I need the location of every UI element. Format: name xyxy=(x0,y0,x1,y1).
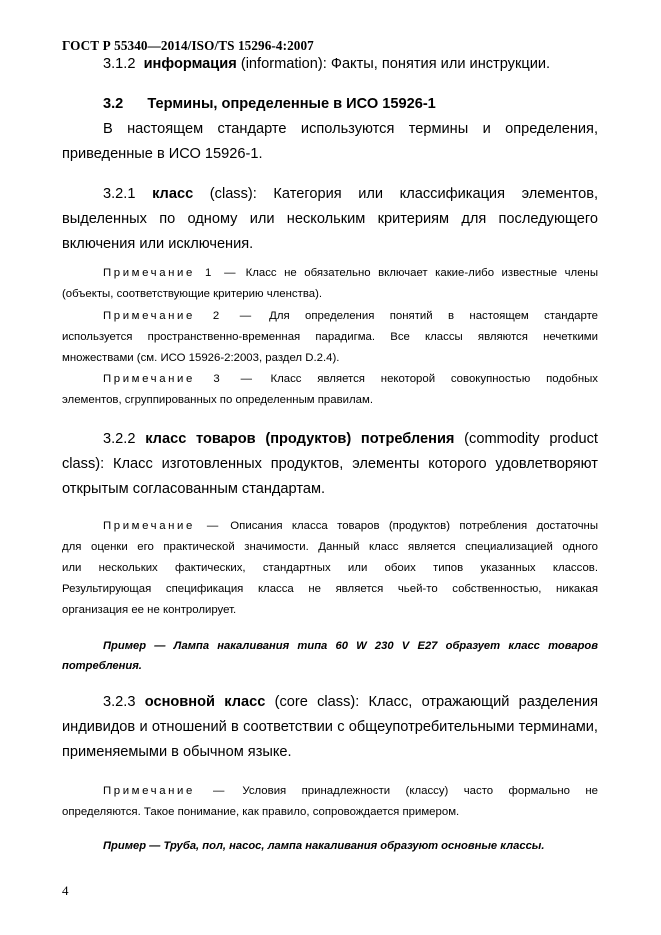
definition: (class): Категория или классификация элементов, xyxy=(209,186,598,202)
section-number: 3.2.3 xyxy=(103,694,136,710)
section-title: Термины, определенные в ИСО 15926-1 xyxy=(147,96,436,112)
note-text: Класс является некоторой совокупностью подобных xyxy=(270,373,598,385)
section-3-2-3 xyxy=(103,690,598,715)
note-line: Результирующая спецификация класса не является чьей-то собственностью, никакая xyxy=(62,583,598,595)
definition: (commodity product xyxy=(464,431,598,447)
section-number: 3.2.2 xyxy=(103,431,136,447)
note-4 xyxy=(103,516,598,537)
note-text: Для определения понятий в настоящем стандарте xyxy=(269,310,598,322)
note-line: используется пространственно-временная парадигма. Все классы являются нечеткими xyxy=(62,331,598,343)
paragraph-line: включения или исключения. xyxy=(62,236,254,252)
note-line: (объекты, соответствующие критерию членства). xyxy=(62,288,323,300)
note-line: организация ее не контролирует. xyxy=(62,604,237,616)
note-line: элементов, сгруппированных по определенным правилам. xyxy=(62,394,373,406)
example-1: Пример — Лампа накаливания типа 60 W 230 V E27 образует класс товаров xyxy=(103,640,598,652)
section-3-2-1 xyxy=(103,182,598,207)
note-line: множествами (см. ИСО 15926-2:2003, раздел D.2.4). xyxy=(62,352,340,364)
note-line: или нескольких фактических, стандартных или обоих типов указанных классов. xyxy=(62,562,598,574)
definition: (information): Факты, понятия или инструкции. xyxy=(240,56,551,72)
note-3 xyxy=(103,369,598,390)
note-label: Примечание 2 — xyxy=(103,310,254,322)
section-number: 3.2 xyxy=(103,96,124,112)
definition: (core class): Класс, отражающий разделения xyxy=(274,694,599,710)
term: основной класс xyxy=(144,694,266,710)
paragraph-line: применяемыми в обычном языке. xyxy=(62,744,292,760)
section-3-1-2 xyxy=(103,52,550,77)
note-text: Описания класса товаров (продуктов) потребления достаточны xyxy=(230,520,599,532)
paragraph-line: выделенных по одному или нескольким критериям для последующего xyxy=(62,211,598,227)
note-text: Условия принадлежности (классу) часто формально не xyxy=(242,785,598,797)
section-3-2-2 xyxy=(103,427,598,452)
term: класс xyxy=(152,186,194,202)
note-line: определяются. Такое понимание, как правило, сопровождается примером. xyxy=(62,806,460,818)
paragraph-line: индивидов и отношений в соответствии с общеупотребительными терминами, xyxy=(62,719,598,735)
note-label: Примечание — xyxy=(103,785,227,797)
section-number: 3.2.1 xyxy=(103,186,136,202)
paragraph-line: открытым согласованным стандартам. xyxy=(62,481,326,497)
paragraph-line: В настоящем стандарте используются термины и определения, xyxy=(103,121,598,137)
example-2: Пример — Труба, пол, насос, лампа накаливания образуют основные классы. xyxy=(103,840,545,852)
section-number: 3.1.2 xyxy=(103,56,136,72)
page-number: 4 xyxy=(62,883,69,898)
note-label: Примечание 1 — xyxy=(103,267,239,279)
example-line: потребления. xyxy=(62,660,142,672)
term: информация xyxy=(143,56,237,72)
note-label: Примечание 3 — xyxy=(103,373,255,385)
note-text: Класс не обязательно включает какие-либо известные члены xyxy=(245,267,599,279)
term: класс товаров (продуктов) потребления xyxy=(145,431,455,447)
note-5 xyxy=(103,781,598,802)
document-header: ГОСТ Р 55340—2014/ISO/TS 15296-4:2007 xyxy=(62,38,314,53)
paragraph-line: приведенные в ИСО 15926-1. xyxy=(62,146,263,162)
note-2 xyxy=(103,306,598,327)
paragraph-line: class): Класс изготовленных продуктов, элементы которого удовлетворяют xyxy=(62,456,598,472)
note-1 xyxy=(103,263,598,284)
section-3-2-heading xyxy=(103,92,436,117)
note-line: для оценки его практической значимости. Данный класс является специализацией одного xyxy=(62,541,598,553)
note-label: Примечание — xyxy=(103,520,221,532)
